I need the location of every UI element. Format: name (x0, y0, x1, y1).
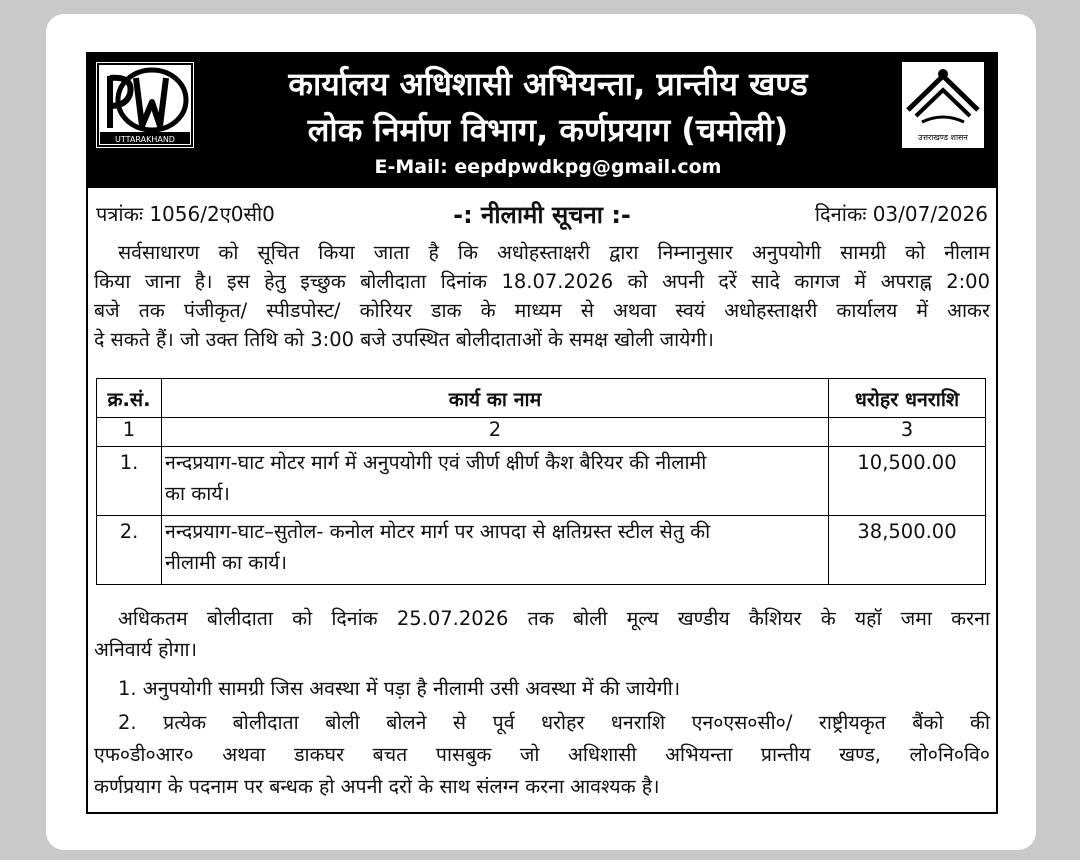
intro-line-2: किया जाना है। इस हेतु इच्छुक बोलीदाता दिनांक 18.07.2026 को अपनी दरें सादे कागज में अपराह्न 2:00 (94, 270, 990, 293)
row-serial: 2. (97, 516, 162, 585)
header-deposit: धरोहर धनराशि (829, 379, 986, 418)
table-header-row (97, 379, 986, 418)
footer-line-2: अनिवार्य होगा। (94, 638, 197, 661)
pwd-logo (96, 62, 194, 148)
row-work-name (162, 516, 829, 585)
condition-2-line-2: एफ०डी०आर० अथवा डाकघर बचत पासबुक जो अधिशासी अभियन्ता प्रान्तीय खण्ड, लो०नि०वि० (94, 743, 990, 766)
intro-line-3: बजे तक पंजीकृत/ स्पीडपोस्ट/ कोरियर डाक के माध्यम से अथवा स्वयं अधोहस्ताक्षरी कार्यालय में आकर (94, 299, 990, 322)
condition-1: 1. अनुपयोगी सामग्री जिस अवस्था में पड़ा है नीलामी उसी अवस्था में की जायेगी। (118, 677, 681, 700)
condition-2-line-1: 2. प्रत्येक बोलीदाता बोली बोलने से पूर्व धरोहर धनराशि एन०एस०सी०/ राष्ट्रीयकृत बैंको की (118, 711, 990, 734)
table-number-row (97, 418, 986, 447)
row-work-name-line: नीलामी का कार्य। (165, 551, 288, 574)
office-title: कार्यालय अधिशासी अभियन्ता, प्रान्तीय खण्ड (288, 65, 808, 103)
footer-line-1: अधिकतम बोलीदाता को दिनांक 25.07.2026 तक बोली मूल्य खण्डीय कैशियर के यहॉ जमा करना (118, 607, 990, 630)
col-number-3: 3 (829, 418, 986, 447)
department-title: लोक निर्माण विभाग, कर्णप्रयाग (चमोली) (307, 111, 789, 149)
col-number-2: 2 (162, 418, 829, 447)
uttarakhand-govt-emblem (902, 62, 984, 148)
letter-number: पत्रांकः 1056/2ए0सी0 (96, 202, 275, 226)
row-work-name-line: नन्दप्रयाग-घाट मोटर मार्ग में अनुपयोगी एवं जीर्ण क्षीर्ण कैश बैरियर की नीलामी (165, 451, 707, 474)
row-work-name (162, 447, 829, 516)
condition-2-line-3: कर्णप्रयाग के पदनाम पर बन्धक हो अपनी दरों के साथ संलग्न करना आवश्यक है। (94, 775, 660, 798)
row-deposit: 38,500.00 (829, 516, 986, 585)
row-work-name-line: नन्दप्रयाग-घाट–सुतोल- कनोल मोटर मार्ग पर आपदा से क्षतिग्रस्त स्टील सेतु की (165, 520, 711, 543)
notice-title: -: नीलामी सूचना :- (453, 201, 631, 229)
table-row (97, 516, 986, 585)
auction-items-table (96, 378, 986, 585)
row-deposit: 10,500.00 (829, 447, 986, 516)
table-row (97, 447, 986, 516)
svg-text:उत्तराखण्ड शासन: उत्तराखण्ड शासन (918, 133, 968, 142)
header-work-name: कार्य का नाम (162, 379, 829, 418)
intro-line-4: दे सकते हैं। जो उक्त तिथि को 3:00 बजे उपस्थित बोलीदाताओं के समक्ष खोली जायेगी। (94, 328, 714, 351)
intro-line-1: सर्वसाधारण को सूचित किया जाता है कि अधोहस्ताक्षरी द्वारा निम्नानुसार अनुपयोगी सामग्री को नीलाम (118, 241, 990, 264)
row-work-name-line: का कार्य। (165, 482, 230, 505)
notice-date: दिनांकः 03/07/2026 (814, 202, 988, 226)
auction-notice (86, 52, 998, 814)
row-serial: 1. (97, 447, 162, 516)
email-line: E-Mail: eepdpwdkpg@gmail.com (374, 156, 722, 178)
col-number-1: 1 (97, 418, 162, 447)
svg-text:UTTARAKHAND: UTTARAKHAND (115, 135, 175, 144)
header-serial: क्र.सं. (97, 379, 162, 418)
notice-header (88, 54, 996, 188)
